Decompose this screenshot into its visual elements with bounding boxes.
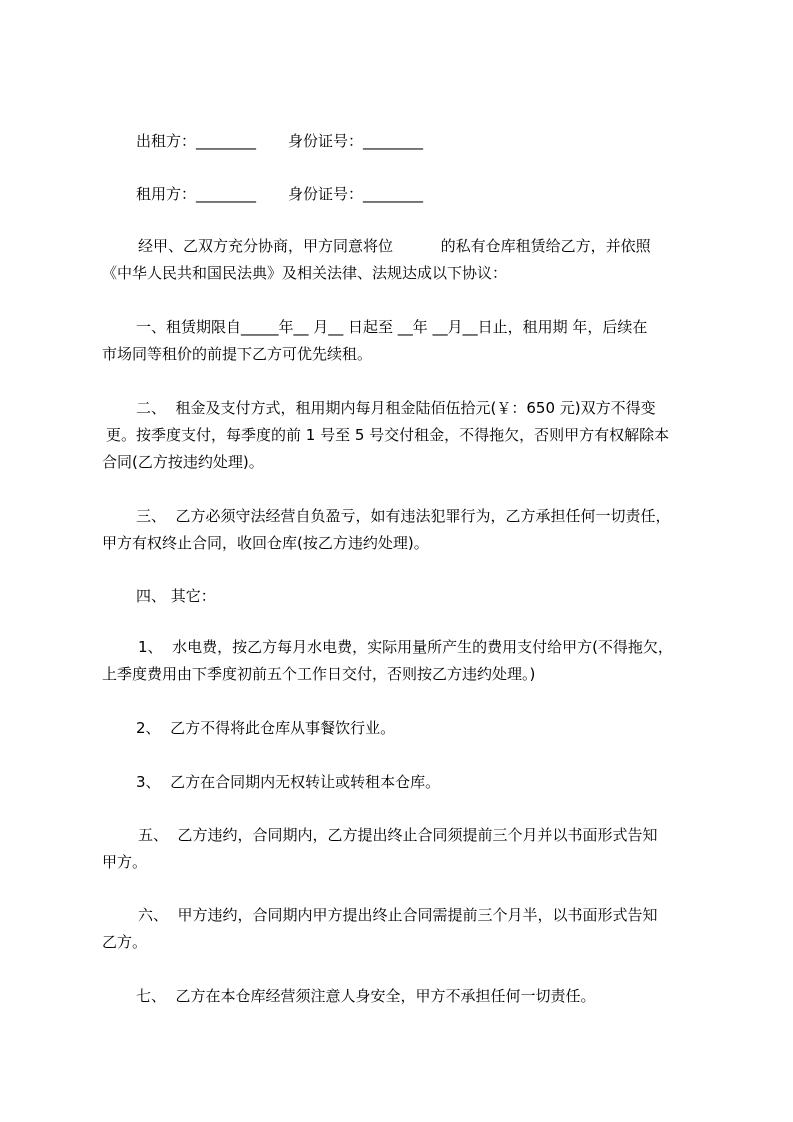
clause-3-line-2: 甲方有权终止合同，收回仓库(按乙方违约处理)。 [102,534,429,552]
clause-7: 七、 乙方在本仓库经营须注意人身安全，甲方不承担任何一切责任。 [136,987,596,1005]
clause-4-1-line-1: 1、 水电费，按乙方每月水电费，实际用量所产生的费用支付给甲方(不得拖欠， [138,638,673,656]
lessor-id-field: 身份证号：________ [288,132,424,150]
lessee-id-field: 身份证号：________ [288,185,424,203]
clause-2-line-1: 二、 租金及支付方式，租用期内每月租金陆佰伍拾元(￥：650 元)双方不得变 [136,399,656,417]
clause-2-line-2: 更。按季度支付，每季度的前 1 号至 5 号交付租金，不得拖欠，否则甲方有权解除本 [106,426,670,444]
intro-line-1: 经甲、乙双方充分协商，甲方同意将位 的私有仓库租赁给乙方，并依照 [138,237,651,255]
lessor-field: 出租方：________ [136,132,257,150]
clause-4-3: 3、 乙方在合同期内无权转让或转租本仓库。 [136,773,441,791]
clause-5-line-2: 甲方。 [102,853,148,871]
clause-6-line-1: 六、 甲方违约，合同期内甲方提出终止合同需提前三个月半，以书面形式告知 [138,906,658,924]
lessee-field: 租用方：________ [136,185,257,203]
clause-1-line-1: 一、租赁期限自_____年__ 月__ 日起至 __年 __月__日止，租用期 年，后续在 [136,318,648,336]
clause-4-title: 四、 其它： [136,587,216,605]
clause-4-2: 2、 乙方不得将此仓库从事餐饮行业。 [136,719,396,737]
clause-1-line-2: 市场同等租价的前提下乙方可优先续租。 [102,345,373,363]
clause-3-line-1: 三、 乙方必须守法经营自负盈亏，如有违法犯罪行为，乙方承担任何一切责任， [136,507,671,525]
clause-2-line-3: 合同(乙方按违约处理)。 [102,453,264,471]
clause-4-1-line-2: 上季度费用由下季度初前五个工作日交付，否则按乙方违约处理。) [102,665,536,683]
clause-5-line-1: 五、 乙方违约，合同期内，乙方提出终止合同须提前三个月并以书面形式告知 [138,826,658,844]
clause-6-line-2: 乙方。 [102,933,148,951]
intro-line-2: 《中华人民共和国民法典》及相关法律、法规达成以下协议： [102,264,508,282]
